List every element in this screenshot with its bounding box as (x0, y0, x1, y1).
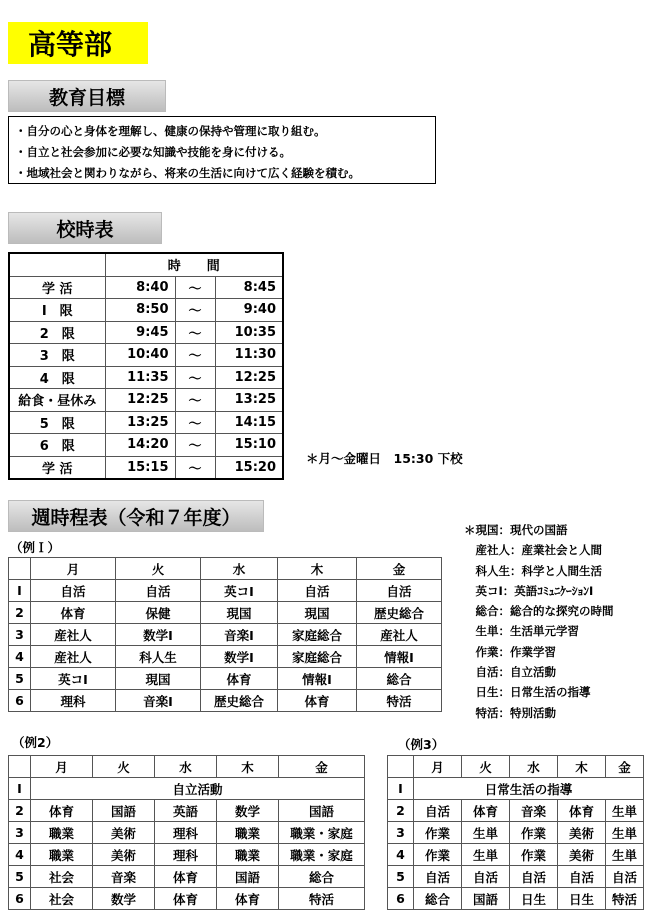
subject-cell: 生単 (462, 822, 510, 844)
period-number: I (9, 778, 31, 800)
subject-cell: 職業 (31, 822, 93, 844)
legend-item: ＊現国：現代の国語 (464, 523, 568, 537)
period-number: I (388, 778, 414, 800)
tilde: ～ (175, 389, 215, 412)
subject-cell: 音楽 (93, 866, 155, 888)
period-label: 2 限 (9, 321, 105, 344)
merged-cell: 日常生活の指導 (414, 778, 644, 800)
tilde: ～ (175, 411, 215, 434)
day-header: 金 (279, 756, 365, 778)
subject-cell: 総合 (414, 888, 462, 910)
period-row (9, 668, 442, 690)
start-time: 15:15 (105, 456, 175, 479)
subject-cell: 体育 (155, 866, 217, 888)
legend-item: 英コⅠ：英語ｺﾐｭﾆｹｰｼｮﾝⅠ (464, 583, 594, 598)
subject-cell: 英コⅠ (201, 580, 278, 602)
subject-cell: 職業 (217, 844, 279, 866)
schedule-row (9, 389, 283, 412)
period-row (388, 800, 644, 822)
subject-cell: 体育 (31, 602, 116, 624)
subject-cell: 作業 (414, 844, 462, 866)
subject-cell: 数学 (217, 800, 279, 822)
subject-cell: 自活 (414, 866, 462, 888)
example2-table (8, 755, 365, 910)
period-label: 5 限 (9, 411, 105, 434)
corner-cell (9, 756, 31, 778)
start-time: 8:50 (105, 299, 175, 322)
subject-cell: 数学Ⅰ (116, 624, 201, 646)
period-row (388, 822, 644, 844)
subject-cell: 英コⅠ (31, 668, 116, 690)
subject-cell: 作業 (414, 822, 462, 844)
day-header: 木 (558, 756, 606, 778)
subject-cell: 情報Ⅰ (357, 646, 442, 668)
subject-cell: 体育 (462, 800, 510, 822)
subject-cell: 科人生 (116, 646, 201, 668)
legend-item: 自活：自立活動 (464, 665, 556, 680)
abbreviation-legend (464, 520, 614, 723)
subject-cell: 自活 (278, 580, 357, 602)
period-row (9, 580, 442, 602)
subject-cell: 自活 (558, 866, 606, 888)
schedule-row (9, 434, 283, 457)
subject-cell: 総合 (279, 866, 365, 888)
subject-cell: 職業・家庭 (279, 822, 365, 844)
subject-cell: 作業 (510, 822, 558, 844)
legend-item: 特活：特別活動 (464, 705, 556, 720)
tilde: ～ (175, 434, 215, 457)
period-number: 2 (9, 602, 31, 624)
merged-cell: 自立活動 (31, 778, 365, 800)
start-time: 11:35 (105, 366, 175, 389)
period-number: 5 (9, 866, 31, 888)
example1-table (8, 557, 442, 712)
goal-item: ・地域社会と関わりながら、将来の生活に向けて広く経験を積む。 (15, 166, 360, 180)
period-number: 3 (9, 624, 31, 646)
timetable-heading: 校時表 (8, 212, 162, 244)
subject-cell: 特活 (357, 690, 442, 712)
end-time: 9:40 (215, 299, 283, 322)
day-header: 月 (31, 558, 116, 580)
schedule-row (9, 456, 283, 479)
end-time: 13:25 (215, 389, 283, 412)
schedule-row (9, 321, 283, 344)
period-number: 5 (9, 668, 31, 690)
start-time: 8:40 (105, 276, 175, 299)
tilde: ～ (175, 344, 215, 367)
tilde: ～ (175, 276, 215, 299)
subject-cell: 特活 (279, 888, 365, 910)
day-header-row (388, 756, 644, 778)
end-time: 14:15 (215, 411, 283, 434)
period-label: I 限 (9, 299, 105, 322)
end-time: 15:20 (215, 456, 283, 479)
subject-cell: 音楽 (510, 800, 558, 822)
example2-label: （例2） (12, 735, 59, 750)
period-label: 3 限 (9, 344, 105, 367)
schedule-row (9, 366, 283, 389)
start-time: 9:45 (105, 321, 175, 344)
end-time: 10:35 (215, 321, 283, 344)
legend-item: 産社人：産業社会と人間 (464, 543, 602, 558)
legend-item: 生単：生活単元学習 (464, 624, 579, 639)
start-time: 12:25 (105, 389, 175, 412)
example1-label: （例Ｉ） (10, 540, 61, 555)
period-row (388, 844, 644, 866)
period-number: 6 (388, 888, 414, 910)
day-header: 水 (155, 756, 217, 778)
legend-item: 総合：総合的な探究の時間 (464, 604, 614, 619)
period-row (9, 844, 365, 866)
subject-cell: 音楽Ⅰ (201, 624, 278, 646)
day-header-row (9, 756, 365, 778)
tilde: ～ (175, 456, 215, 479)
schedule-header-time: 時 間 (105, 253, 283, 276)
weekly-heading: 週時程表（令和７年度） (8, 500, 264, 532)
subject-cell: 生単 (462, 844, 510, 866)
subject-cell: 美術 (558, 822, 606, 844)
period-row (9, 690, 442, 712)
corner-cell (9, 558, 31, 580)
subject-cell: 数学Ⅰ (201, 646, 278, 668)
subject-cell: 作業 (510, 844, 558, 866)
schedule-row (9, 276, 283, 299)
end-time: 15:10 (215, 434, 283, 457)
subject-cell: 自活 (510, 866, 558, 888)
corner-cell (388, 756, 414, 778)
period-row (9, 800, 365, 822)
period-row (9, 822, 365, 844)
subject-cell: 職業・家庭 (279, 844, 365, 866)
subject-cell: 生単 (606, 822, 644, 844)
legend-item: 日生：日常生活の指導 (464, 685, 591, 700)
subject-cell: 職業 (217, 822, 279, 844)
period-row (9, 624, 442, 646)
period-row (388, 888, 644, 910)
subject-cell: 美術 (93, 822, 155, 844)
period-number: 4 (9, 646, 31, 668)
tilde: ～ (175, 299, 215, 322)
period-row (9, 602, 442, 624)
example3-table (387, 755, 644, 910)
subject-cell: 体育 (31, 800, 93, 822)
subject-cell: 自活 (606, 866, 644, 888)
day-header: 金 (606, 756, 644, 778)
day-header: 水 (510, 756, 558, 778)
subject-cell: 現国 (201, 602, 278, 624)
subject-cell: 音楽Ⅰ (116, 690, 201, 712)
period-label: 学 活 (9, 276, 105, 299)
subject-cell: 家庭総合 (278, 624, 357, 646)
day-header: 火 (116, 558, 201, 580)
subject-cell: 情報Ⅰ (278, 668, 357, 690)
subject-cell: 英語 (155, 800, 217, 822)
subject-cell: 数学 (93, 888, 155, 910)
subject-cell: 歴史総合 (357, 602, 442, 624)
period-row (9, 888, 365, 910)
subject-cell: 現国 (116, 668, 201, 690)
subject-cell: 体育 (155, 888, 217, 910)
day-header: 火 (93, 756, 155, 778)
period-label: 4 限 (9, 366, 105, 389)
day-header: 木 (278, 558, 357, 580)
subject-cell: 産社人 (31, 624, 116, 646)
subject-cell: 国語 (217, 866, 279, 888)
day-header: 木 (217, 756, 279, 778)
period-number: I (9, 580, 31, 602)
end-time: 12:25 (215, 366, 283, 389)
period-number: 4 (388, 844, 414, 866)
tilde: ～ (175, 366, 215, 389)
subject-cell: 国語 (93, 800, 155, 822)
subject-cell: 総合 (357, 668, 442, 690)
subject-cell: 日生 (558, 888, 606, 910)
period-number: 6 (9, 690, 31, 712)
goal-item: ・自立と社会参加に必要な知識や技能を身に付ける。 (15, 145, 291, 159)
schedule-row (9, 344, 283, 367)
schedule-row (9, 299, 283, 322)
period-number: 4 (9, 844, 31, 866)
subject-cell: 生単 (606, 844, 644, 866)
period-row (388, 866, 644, 888)
subject-cell: 社会 (31, 866, 93, 888)
day-header: 月 (31, 756, 93, 778)
day-header: 金 (357, 558, 442, 580)
start-time: 13:25 (105, 411, 175, 434)
subject-cell: 自活 (31, 580, 116, 602)
dismissal-note: ＊月～金曜日 15:30 下校 (306, 451, 463, 466)
period-row (9, 778, 365, 800)
subject-cell: 国語 (279, 800, 365, 822)
subject-cell: 理科 (155, 822, 217, 844)
subject-cell: 社会 (31, 888, 93, 910)
subject-cell: 理科 (31, 690, 116, 712)
subject-cell: 自活 (462, 866, 510, 888)
period-number: 5 (388, 866, 414, 888)
period-row (9, 646, 442, 668)
subject-cell: 生単 (606, 800, 644, 822)
day-header: 水 (201, 558, 278, 580)
start-time: 14:20 (105, 434, 175, 457)
subject-cell: 歴史総合 (201, 690, 278, 712)
subject-cell: 美術 (558, 844, 606, 866)
subject-cell: 産社人 (31, 646, 116, 668)
goals-box (8, 116, 436, 184)
subject-cell: 体育 (201, 668, 278, 690)
start-time: 10:40 (105, 344, 175, 367)
subject-cell: 体育 (217, 888, 279, 910)
period-number: 3 (9, 822, 31, 844)
period-label: 学 活 (9, 456, 105, 479)
goal-item: ・自分の心と身体を理解し、健康の保持や管理に取り組む。 (15, 124, 326, 138)
subject-cell: 日生 (510, 888, 558, 910)
end-time: 11:30 (215, 344, 283, 367)
legend-item: 作業：作業学習 (464, 644, 556, 659)
subject-cell: 国語 (462, 888, 510, 910)
period-row (388, 778, 644, 800)
day-header-row (9, 558, 442, 580)
period-label: 6 限 (9, 434, 105, 457)
subject-cell: 体育 (558, 800, 606, 822)
example3-label: （例3） (398, 737, 445, 752)
period-number: 2 (388, 800, 414, 822)
period-label: 給食・昼休み (9, 389, 105, 412)
subject-cell: 職業 (31, 844, 93, 866)
subject-cell: 体育 (278, 690, 357, 712)
subject-cell: 産社人 (357, 624, 442, 646)
end-time: 8:45 (215, 276, 283, 299)
subject-cell: 美術 (93, 844, 155, 866)
period-number: 6 (9, 888, 31, 910)
schedule-header-blank (9, 253, 105, 276)
tilde: ～ (175, 321, 215, 344)
subject-cell: 自活 (414, 800, 462, 822)
subject-cell: 自活 (116, 580, 201, 602)
goals-heading: 教育目標 (8, 80, 166, 112)
subject-cell: 家庭総合 (278, 646, 357, 668)
subject-cell: 保健 (116, 602, 201, 624)
period-row (9, 866, 365, 888)
period-number: 3 (388, 822, 414, 844)
subject-cell: 自活 (357, 580, 442, 602)
page-title: 高等部 (8, 22, 148, 64)
bell-schedule-table (8, 252, 284, 480)
day-header: 火 (462, 756, 510, 778)
subject-cell: 特活 (606, 888, 644, 910)
subject-cell: 理科 (155, 844, 217, 866)
subject-cell: 現国 (278, 602, 357, 624)
legend-item: 科人生：科学と人間生活 (464, 563, 602, 578)
period-number: 2 (9, 800, 31, 822)
schedule-row (9, 411, 283, 434)
day-header: 月 (414, 756, 462, 778)
